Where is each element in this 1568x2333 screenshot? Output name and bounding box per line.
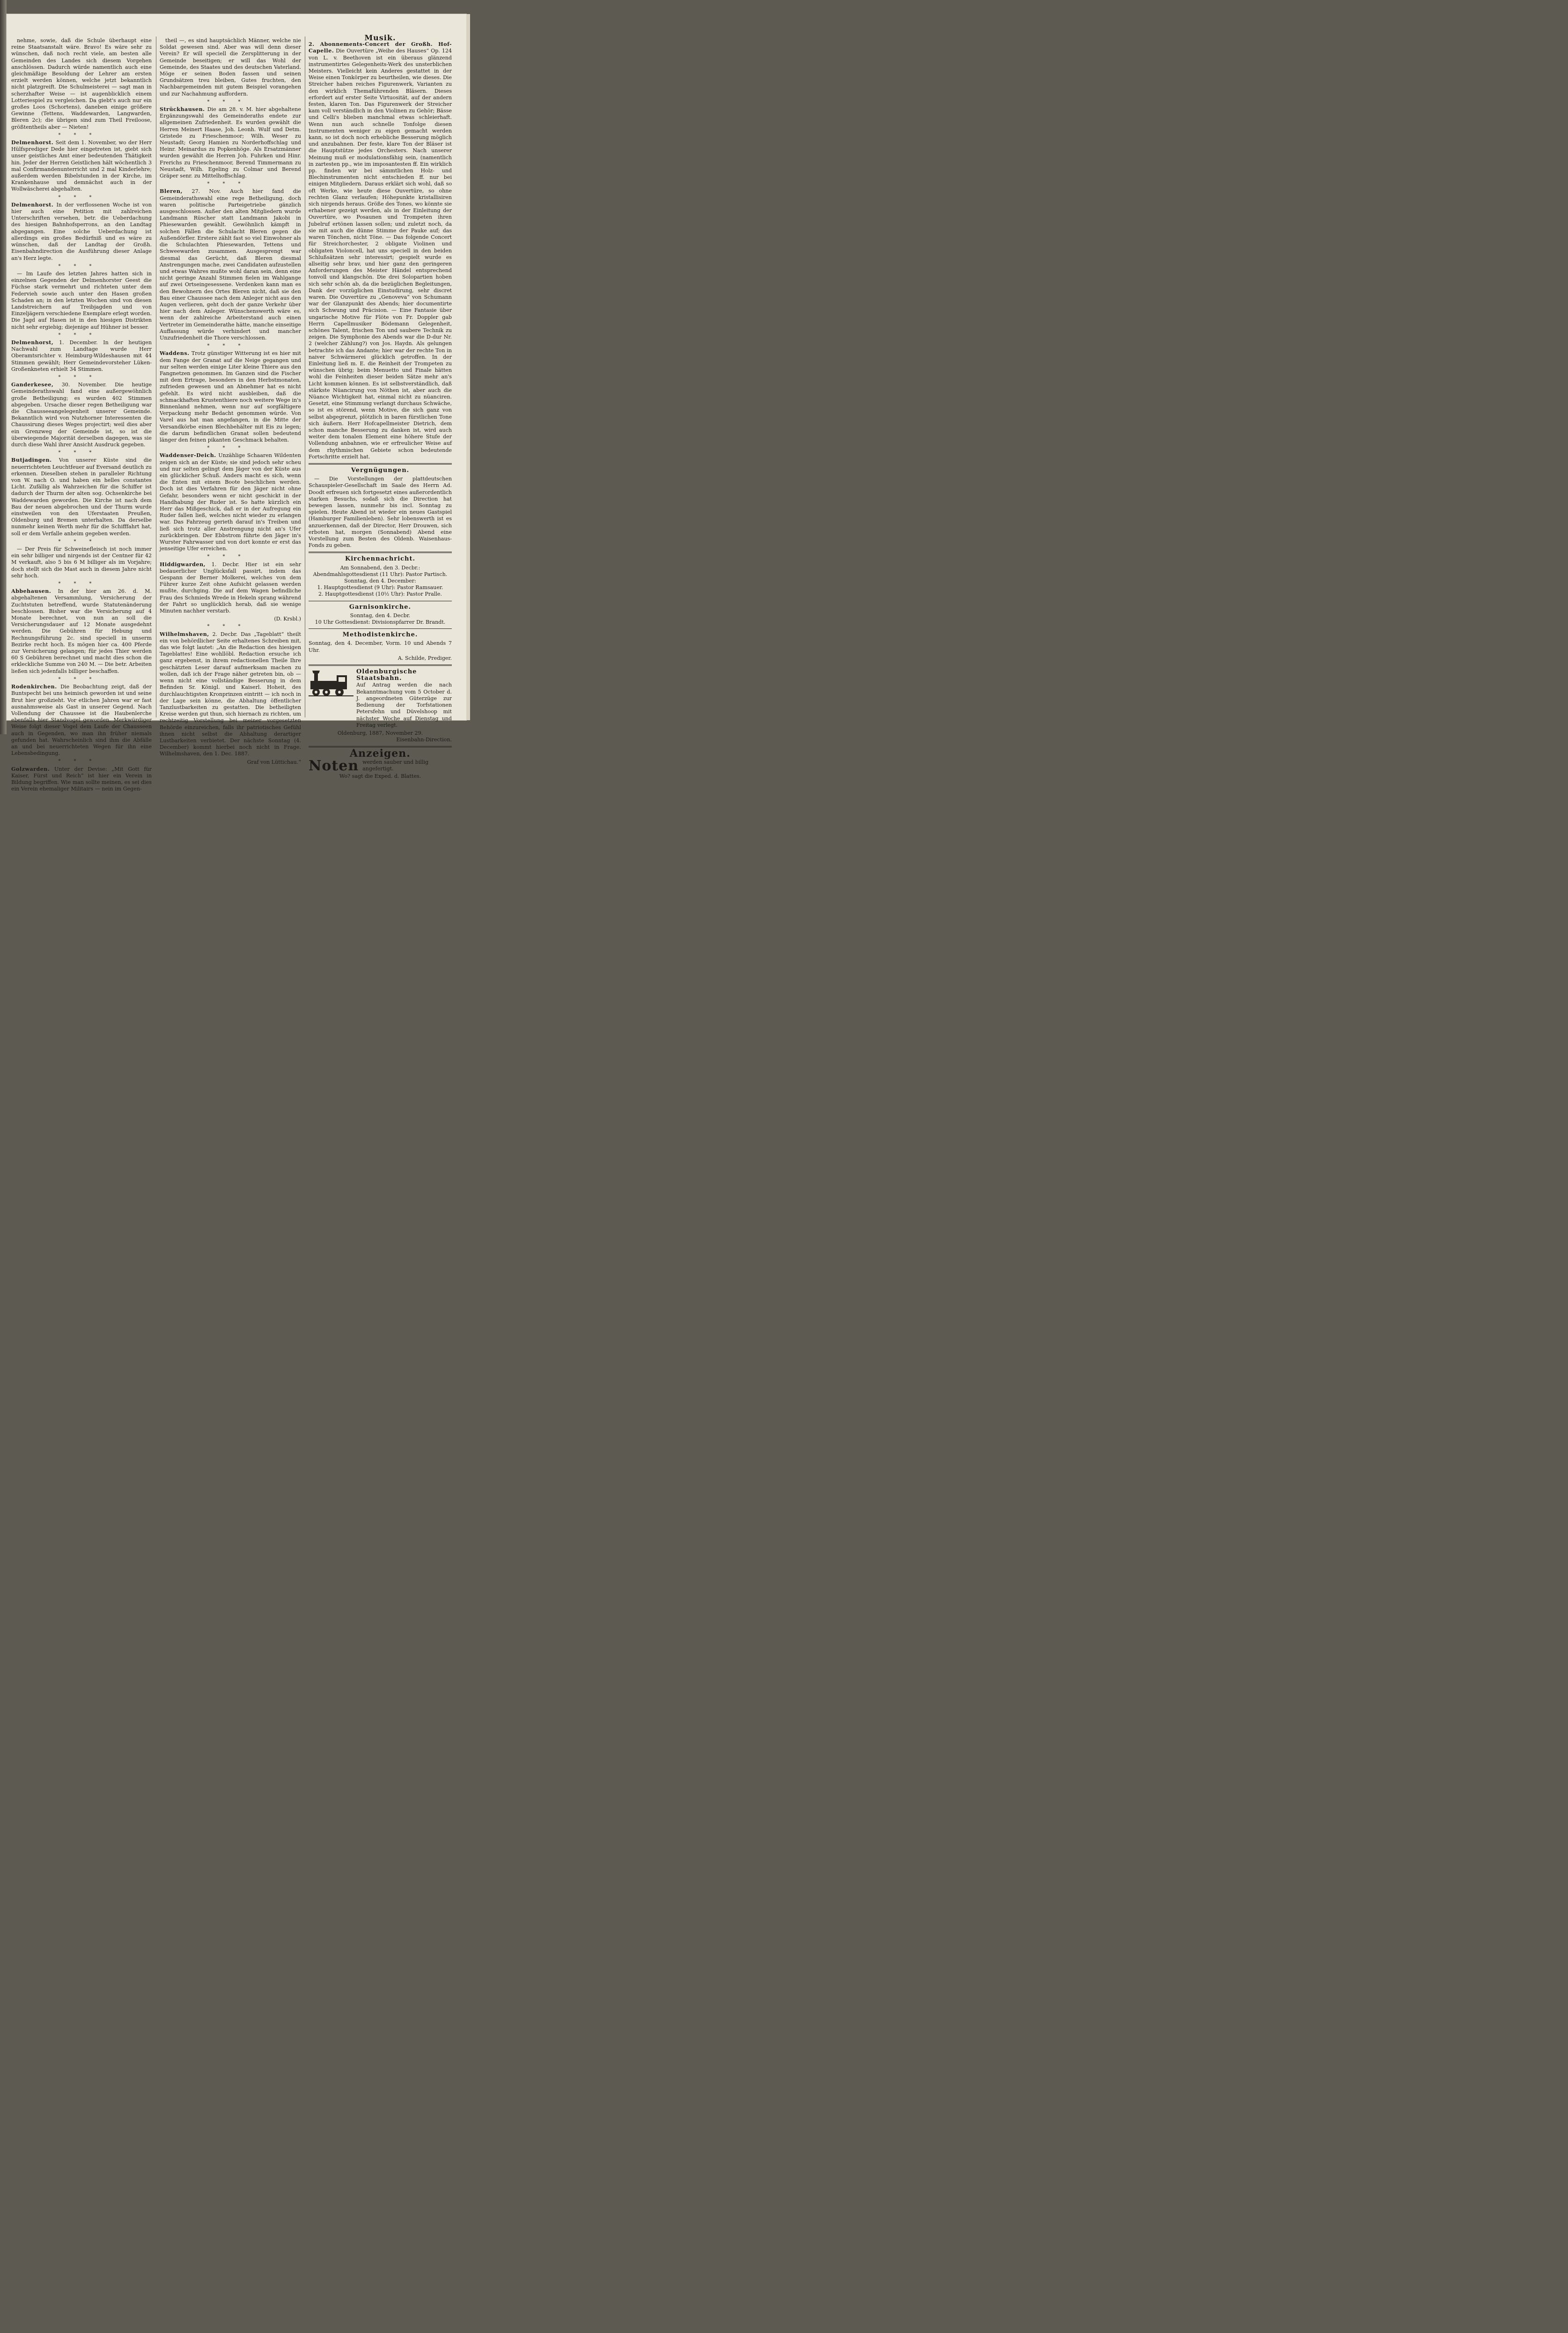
article-place: Rodenkirchen. (11, 684, 57, 690)
column-middle (160, 37, 302, 765)
separator-asterisks: *** (58, 676, 105, 682)
garnison-line: Sonntag, den 4. Decbr. (350, 612, 411, 619)
noten-heading: Noten (309, 757, 359, 774)
article-place: Delmenhorst. (11, 201, 54, 208)
kirchen-line: Sonntag, den 4. December: (344, 578, 416, 584)
article-text: — Der Preis für Schweinefleisch ist noch immer ein sehr billiger und nirgends ist der Centner für 42 M verkauft, also 5 bis 6 M billiger als im Vorjahre; doch stellt sich die Mast auch in diesem Jahre nicht sehr hoch. (11, 546, 152, 579)
divider (309, 463, 452, 465)
separator-asterisks: *** (207, 624, 254, 629)
article-text: Seit dem 1. November, wo der Herr Hülfsprediger Dede hier eingetreten ist, giebt sich unser geistliches Amt einer bedeutenden Thätigkeit hin. Jeder der Herren Geistlichen hält wöchentlich 3 mal Confirmandenunterricht und 2 mal Kinderlehre; außerdem werden Bibelstunden in der Kirche, im Krankenhause und demnächst auch in der Wollwäscherei abgehalten. (11, 140, 152, 192)
news-article (160, 188, 301, 341)
book-spine (0, 0, 7, 734)
separator-asterisks: *** (58, 332, 105, 338)
article-place: Delmenhorst. (11, 140, 54, 146)
section-title-kirchennachricht: Kirchennachricht. (345, 555, 416, 563)
news-article (11, 457, 152, 537)
news-article (160, 37, 301, 97)
article-text: 27. Nov. Auch hier fand die Gemeinderathswahl eine rege Betheiligung, doch waren politische Parteigetriebe gänzlich ausgeschlossen. Außer den alten Mitgliedern wurde Landmann Rüscher statt Landmann Jakobi in Phiesewarden gewählt. Gewöhnlich kämpft in solchen Fällen die Schulacht Bleren gegen die Außendörfler. Erstere zählt fast so viel Einwohner als die Schulachten Phiesewarden, Tettens und Schweewarden zusammen. Ausgesprengt war diesmal das Gerücht, daß Bleren diesmal Anstrengungen mache, zwei Candidaten aufzustellen und etwas Wahres mußte wohl daran sein, denn eine nicht geringe Anzahl Stimmen fielen im Wahlgange auf zwei Ortseingesessene. Verdenken kann man es den Bewohnern des Ortes Bleren nicht, daß sie den Bau einer Chaussee nach dem Anleger nicht aus den Augen verlieren, geht doch der ganze Verkehr über hier nach dem Anleger. Wünschenswerth wäre es, wenn der zahlreiche Arbeiterstand auch einen Vertreter im Gemeinderathe hätte, manche einseitige Auffassung würde verhindert und mancher Unzufriedenheit die Thore verschlossen. (160, 188, 301, 341)
separator-asterisks: *** (207, 99, 254, 104)
article-signature: Graf von Lüttichau.“ (247, 759, 301, 765)
noten-text: werden sauber und billig angefertigt. (362, 759, 429, 772)
garnison-line: 10 Uhr Gottesdienst: Divisionspfarrer Dr. Brandt. (315, 619, 446, 626)
separator-asterisks: *** (58, 263, 105, 269)
news-article (11, 37, 152, 131)
article-place: Waddenser-Deich. (160, 452, 216, 459)
section-title-musik: Musik. (364, 33, 396, 42)
article-text: In der hier am 26. d. M. abgehaltenen Versammlung, Versicherung der Zuchtstuten betreffend, wurde Statutenänderung beschlossen. Bisher war die Versicherung auf 4 Monate berechnet, von nun an soll die Versicherungsdauer auf 12 Monate ausgedehnt werden. Die Gebühren für Hebung und Rechnungsführung 2c. sind speciell in unserm Bezirke recht hoch. Es mögen hier ca. 400 Pferde zur Versicherung gelangen; für jedes Thier werden 60 S Gebühren berechnet und macht dies schon die erkleckliche Summe von 240 M. — Die betr. Arbeiten ließen sich jedenfalls billiger beschaffen. (11, 588, 152, 674)
section-title-garnisonkirche: Garnisonkirche. (349, 603, 412, 611)
news-article (160, 561, 301, 615)
article-text: theil —, es sind hauptsächlich Männer, welche nie Soldat gewesen sind. Aber was will denn dieser Verein? Er will speciell die Zersplitterung in der Gemeinde beseitigen; er will das Wohl der Gemeinde, des Staates und des deutschen Vaterland. Möge er seinen Boden fassen und seinen Grundsätzen treu bleiben, Gutes fruchten, den Nachbargemeinden mit gutem Beispiel vorangehen und zur Nachahmung auffordern. (160, 37, 301, 97)
article-place: Wilhelmshaven, (160, 631, 209, 637)
section-title-staatsbahn: Oldenburgische Staatsbahn. (356, 668, 417, 682)
methodist-signature: A. Schilde, Prediger. (398, 655, 452, 661)
bahn-notice (309, 669, 452, 730)
news-article (160, 452, 301, 552)
separator-asterisks: *** (58, 759, 105, 764)
page-edge (466, 14, 470, 720)
news-article (11, 588, 152, 675)
article-place: Strückhausen. (160, 106, 205, 113)
article-text: Die Beobachtung zeigt, daß der Buntspecht bei uns heimisch geworden ist und seine Brut hier großzieht. Vor etlichen Jahren war er fast ausnahmsweise als Gast in unserer Gegend. Nach Vollendung der Chaussee ist die Haubenlerche ebenfalls hier Standvogel geworden. Merkwürdiger Weise folgt dieser Vogel dem Laufe der Chausseen auch in Gegenden, wo man ihn früher niemals gefunden hat. Wahrscheinlich sind ihm die Abfälle an und bei neuerrichteten Wegen für ihn eine Lebensbedingung. (11, 684, 152, 757)
concert-text: Die Ouvertüre „Weihe des Hauses“ Op. 124 von L. v. Beethoven ist ein überaus glänzend instrumentirtes Gelegenheits-Werk des unsterblichen Meisters. Vielleicht kein Anderes gestattet in der Weise einen Tonkörper zu beurtheilen, wie dieses. Die Streicher haben reiches Figurenwerk, Varianten zu den wirklich Themaführenden Bläsern. Dieses erfordert auf erster Seite Virtuosität, auf der andern festen, klaren Ton. Das Figurenwerk der Streicher kam voll verständlich in den Violinen zu Gehör; Bässe und Celli's blieben manchmal etwas schleierhaft. Wenn nun auch schnelle Tonfolge diesen Instrumenten weniger zu eigen gemacht werden kann, so ist doch noch erhebliche Besserung möglich und anzubahnen. Der feste, klare Ton der Bläser ist die Hauptstütze jedes Orchesters. Nach unserer Meinung muß er modulationsfähig sein, (namentlich in zartesten pp., wie im imposantesten ff. Ein wirklich pp. finden wir bei sämmtlichen Holz- und Blechinstrumenten nicht entschieden ff. nur bei einigen Mitgliedern. Daraus erklärt sich wohl, daß so oft Werke, wie heute diese Ouvertüre, so ohne rechten Glanz verlaufen; Höhepunkte kristallisiren sich nirgends heraus. Größe des Tones, wo könnte sie erhabener gezeigt werden, als in der Einleitung der Ouvertüre, wo Posaunen und Trompeten ihren Jubelruf ertönen lassen sollen; und zuletzt noch, da sie mit auch die dünne Stimme der Pauke auf; das waren Tönchen, nicht Töne. — Das folgende Concert für Streichorchester, 2 obligate Violinen und obligaten Violoncell, hat uns speciell in den beiden Schlußsätzen sehr interessirt; gespielt wurde es allseitig sehr brav, und hier ganz den geringeren Anforderungen des Meister Händel entsprechend tonvoll und klangschön. Die drei Solopartien hoben sich sehr schön ab, da die bezüglichen Begleitungen, Dank der vorzüglichen Einstudirung, sehr discret waren. Die Ouvertüre zu „Genoveva“ von Schumann war der Glanzpunkt des Abends; hier documentirte sich Schwung und Präcision. — Eine Fantasie über ungarische Motive für Flöte von Fr. Doppler gab Herrn Capellmusiker Bödemann Gelegenheit, schönes Talent, frischen Ton und saubere Technik zu zeigen. Die Symphonie des Abends war die D-dur Nr. 2 (welcher Zählung?) von Jos. Haydn. Als gelungen betrachte ich das Andante; hier war der rechte Ton in naiver Schwärmerei glücklich getroffen. In der Einleitung ließ m. E. die Reinheit der Trompeten zu wünschen übrig; beim Menuetto und Finale hätten wohl die Feinheiten dieser beiden Sätze mehr an's Licht kommen können. Es ist selbstverständlich, daß stärkste Nüancirung von Nöthen ist, aber auch die Nüance Wichtigkeit hat, einmal nicht zu nüanciren. Gesetzt, eine Stimmung verlangt durchaus Schwäche, so ist es störend, wenn Motive, die sich ganz von selbst abgegrenzt, plötzlich in baren fürstlichen Tone sich äußern. Herr Hofcapellmeister Dietrich, dem schon manche Besserung zu danken ist, wird auch weiter dem tonalen Element eine höhere Stufe der Vollendung anbahnen, wie er erfreulicher Weise auf dem rhythmischen Gebiete schon bedeutende Fortschritte erzielt hat. (309, 48, 452, 460)
separator-asterisks: *** (58, 581, 105, 587)
divider (309, 664, 452, 666)
news-article (11, 766, 152, 793)
news-article (160, 350, 301, 443)
article-text: In der verflossenen Woche ist von hier auch eine Petition mit zahlreichen Unterschriften versehen, betr. die Ueberdachung des hiesigen Bahnhofsperrons, an den Landtag abgegangen. Eine solche Ueberdachung ist allerdings ein großes Bedürfniß und es wäre zu wünschen, daß der Landtag der Großh. Eisenbahndirection die Ausführung dieser Anlage an's Herz legte. (11, 201, 152, 261)
separator-asterisks: *** (207, 445, 254, 451)
kirchen-line: Abendmahlsgottesdienst (11 Uhr): Pastor Partisch. (313, 571, 448, 577)
kirchen-line: 2. Hauptgottesdienst (10½ Uhr): Pastor Pralle. (318, 591, 442, 598)
news-article (11, 546, 152, 579)
concert-heading: 2. Abonnements-Concert der Großh. Hof-Capelle. (309, 41, 452, 54)
article-text: — Im Laufe des letzten Jahres hatten sich in einzelnen Gegenden der Delmenhorster Geest die Füchse stark vermehrt und richteten unter dem Federvieh sowie auch unter den Hasen großen Schaden an; in den letzten Wochen sind von diesen Landstreichern auf Treibjagden und von Einzeljägern verschiedene Exemplare erlegt worden. Die Jagd auf Hasen ist in den hiesigen Distrikten nicht sehr ergiebig; diejenige auf Hühner ist besser. (11, 270, 152, 330)
methodist-text: Sonntag, den 4. December, Vorm. 10 und Abends 7 Uhr. (309, 640, 452, 653)
bahn-signature: Eisenbahn-Direction. (396, 737, 452, 743)
section-title-methodistenkirche: Methodistenkirche. (342, 631, 418, 639)
separator-asterisks: *** (207, 181, 254, 187)
separator-asterisks: *** (58, 132, 105, 138)
locomotive-icon (309, 669, 353, 699)
news-article (11, 340, 152, 373)
article-place: Ganderkesee, (11, 382, 54, 388)
article-place: Waddens. (160, 350, 190, 357)
article-text: Unter der Devise: „Mit Gott für Kaiser, Fürst und Reich“ ist hier ein Verein in Bildung begriffen. Wie man sollte meinen, es sei dies ein Verein ehemaliger Militairs — nein im Gegen- (11, 766, 152, 792)
separator-asterisks: *** (58, 194, 105, 200)
news-article (160, 106, 301, 179)
section-title-vergnuegungen: Vergnügungen. (351, 467, 410, 474)
news-article (11, 202, 152, 262)
article-place: Butjadingen. (11, 457, 52, 464)
article-text: Unzählige Schaaren Wildenten zeigen sich an der Küste; sie sind jedoch sehr scheu und nur selten gelingt dem Jäger von der Küste aus ein glücklicher Schuß. Anders macht es sich, wenn die Enten mit einem Boote beschlichen werden. Doch ist dies Verfahren für den Jäger nicht ohne Gefahr, besonders wenn er nicht geschickt in der Handhabung der Ruder ist. So hatte kürzlich ein Herr das Mißgeschick, daß er in der Aufregung ein Ruder fallen ließ, welches nicht wieder zu erlangen war. Das Fahrzeug gerieth darauf in's Treiben und ließ sich trotz aller Anstrengung nicht an's Ufer zurückbringen. Der Ebbstrom führte den Jäger in's Wurster Fahrwasser und von dort konnte er erst das jenseitige Ufer erreichen. (160, 452, 301, 552)
news-article (11, 684, 152, 757)
separator-asterisks: *** (207, 554, 254, 560)
separator-asterisks: *** (207, 343, 254, 349)
news-article (160, 631, 301, 758)
noten-ad (309, 759, 452, 773)
divider (309, 552, 452, 553)
news-article (11, 271, 152, 331)
section-title-anzeigen: Anzeigen. (350, 747, 411, 760)
article-place: Hiddigwarden, (160, 561, 206, 568)
article-text: Die am 28. v. M. hier abgehaltene Ergänzungswahl des Gemeinderaths endete zur allgemeinen Zufriedenheit. Es wurden gewählt die Herren Meinert Haase, Joh. Leonh. Wulf und Detm. Gristede zu Frieschenmoor; Wilh. Weser zu Neustadt; Georg Hamien zu Norderhoffschlag und Heinr. Meinardus zu Popkenhöge. Als Ersatzmänner wurden gewählt die Herren Joh. Fuhrken und Hinr. Frerichs zu Frieschenmoor, Berend Timmermann zu Neustadt, Wilh. Egeling zu Colmar und Berend Gräper senr. zu Mittelhoffschlag. (160, 106, 301, 179)
column-right (309, 33, 452, 779)
bahn-place: Oldenburg, 1887, November 29. (337, 730, 423, 736)
article-text: 30. November. Die heutige Gemeinderathswahl fand eine außergewöhnlich große Betheiligung; es wurden 402 Stimmen abgegeben. Ursache dieser regen Betheiligung war die Chausseeangelegenheit unserer Gemeinde. Bekanntlich wird von Nutzhorner Interessenten die Chaussirung dieses Weges projectirt; weil dies aber ein Grenzweg der Gemeinde ist, so ist die überwiegende Majorität derselben dagegen, was sie durch diese Wahl ihrer Ansicht Ausdruck gegeben. (11, 382, 152, 448)
separator-asterisks: *** (58, 374, 105, 380)
separator-asterisks: *** (58, 450, 105, 456)
article-text: 1. Decbr. Hier ist ein sehr bedauerlicher Unglücksfall passirt, indem das Gespann der Berner Molkerei, welches von dem Führer kurze Zeit ohne Aufsicht gelassen werden mußte, durchging. Die auf dem Wagen befindliche Frau des Schmieds Wrede in Hekeln sprang während der Fahrt so unglücklich herab, daß sie wenige Minuten nachher verstarb. (160, 561, 302, 614)
kirchen-line: Am Sonnabend, den 3. Decbr.: (340, 564, 420, 571)
noten-line: Wo? sagt die Exped. d. Blattes. (339, 773, 421, 779)
vergnuegungen-text: — Die Vorstellungen der plattdeutschen Schauspieler-Gesellschaft im Saale des Herrn Ad. Doodt erfreuen sich fortgesetzt eines außerordentlich starken Besuchs, sodaß sich die Direction hat bewegen lassen, nunmehr bis incl. Sonntag zu spielen. Heute Abend ist wieder ein neues Gastspiel (Hamburger Familienleben). Sehr lobenswerth ist es anzuerkennen, daß der Director, Herr Drouwen, sich erboten hat, morgen (Sonnabend) Abend eine Vorstellung zum Besten des Oldenb. Waisenhaus-Fonds zu geben. (309, 476, 452, 549)
bahn-text: Auf Antrag werden die nach Bekanntmachung vom 5 October d. J. angeordneten Güterzüge zur Bedienung der Torfstationen Petersfehn und Düvelshoop mit nächster Woche auf Dienstag und Freitag verlegt. (356, 682, 452, 728)
article-text: 2. Decbr. Das „Tageblatt“ theilt ein von behördlicher Seite erhaltenes Schreiben mit, das wie folgt lautet: „An die Redaction des hiesigen Tageblattes! Eine wohllöbl. Redaction ersuche ich ganz ergebenst, in ihrem redactionellen Theile Ihre geschätzten Leser darauf aufmerksam machen zu wollen, daß ich der Frage näher getreten bin, ob — wenn nicht eine vollständige Besserung in dem Befinden Sr. Königl. und Kaiserl. Hoheit, des durchlauchtigsten Kronprinzen eintritt — ich noch in der Lage sein könne, die Abhaltung öffentlicher Tanzlustbarkeiten zu gestatten. Die betheiligten Kreise werden gut thun, sich hiernach zu richten, um rechtzeitig Vorstellung bei meiner vorgesetzten Behörde einzureichen, falls ihr patriotisches Gefühl ihnen nicht selbst die Abhaltung derartiger Lustbarkeiten verbietet. Der nächste Sonntag (4. December) kommt hierbei noch nicht in Frage. Wilhelmshaven, den 1. Dec. 1887. (160, 631, 301, 757)
separator-asterisks: *** (58, 539, 105, 544)
column-left (11, 37, 152, 792)
article-place: Delmenhorst, (11, 339, 54, 346)
article-concert (309, 41, 452, 460)
article-text: Trotz günstiger Witterung ist es hier mit dem Fange der Granat auf die Neige gegangen und nur selten werden einige Liter kleine Thiere aus den Fangnetzen genommen. Im Ganzen sind die Fischer mit dem Ertrage, besonders in den Herbstmonaten, zufrieden gewesen und an Abnehmer hat es nicht gefehlt. Es wird nicht ausbleiben, daß die schmackhaften Krustenthiere noch weitere Wege in's Binnenland nehmen, wenn nur auf sorgfältigere Verpackung mehr Bedacht genommen würde. Von Varel aus hat man angefangen, in die Mitte der Versandkörbe einen Blechbehälter mit Eis zu legen; die darum befindlichen Granat sollen bedeutend länger den feinen pikanten Geschmack behalten. (160, 350, 301, 443)
news-article (11, 382, 152, 448)
article-text: nehme, sowie, daß die Schule überhaupt eine reine Staatsanstalt wäre. Bravo! Es wäre sehr zu wünschen, daß noch recht viele, am besten alle Gemeinden des Landes sich diesem Vorgehen anschlössen. Dadurch würde namentlich auch eine gleichmäßige Besoldung der Lehrer am ersten erzielt werden können, welche jetzt bekanntlich nicht platzgreift. Die Schulmeisterei — sagt man in scherzhafter Weise — ist augenblicklich einem Lotteriespiel zu vergleichen. Da giebt's auch nur ein großes Loos (Schortens), daneben einige größere Gewinne (Tettens, Waddewarden, Langwarden, Bleren 2c); die übrigen sind zum Theil Freiloose, größtentheils aber — Nieten! (11, 37, 152, 130)
article-place: Abbehausen. (11, 588, 52, 595)
kirchen-line: 1. Hauptgottesdienst (9 Uhr): Pastor Ramsauer. (317, 584, 443, 591)
article-place: Golzwarden. (11, 766, 50, 772)
article-place: Bleren, (160, 188, 183, 195)
divider (309, 628, 452, 629)
article-text: Von unserer Küste sind die neuerrichteten Leuchtfeuer auf Eversand deutlich zu erkennen. Dieselben stehen in paralleler Richtung von W. nach O. und haben ein helles constantes Licht. Zufällig als Wahrzeichen für die Schiffer ist dadurch der Thurm der alten sog. Ochsenkirche bei Waddewarden geworden. Die Kirche ist nach dem Bau der neuen abgebrochen und der Thurm wurde einstweilen von den Uferstaaten Preußen, Oldenburg und Bremen unterhalten. Da derselbe nunmehr keinen Werth mehr für die Schifffahrt hat, soll er dem Verfalle anheim gegeben werden. (11, 457, 152, 537)
news-article (11, 140, 152, 193)
article-signature: (D. Krsbl.) (274, 616, 301, 622)
article-text: 1. December. In der heutigen Nachwahl zum Landtage wurde Herr Oberamtsrichter v. Heimburg-Wildeshausen mit 44 Stimmen gewählt; Herr Gemeindevorsteher Lüken-Großenkneten erhielt 34 Stimmen. (11, 339, 152, 372)
